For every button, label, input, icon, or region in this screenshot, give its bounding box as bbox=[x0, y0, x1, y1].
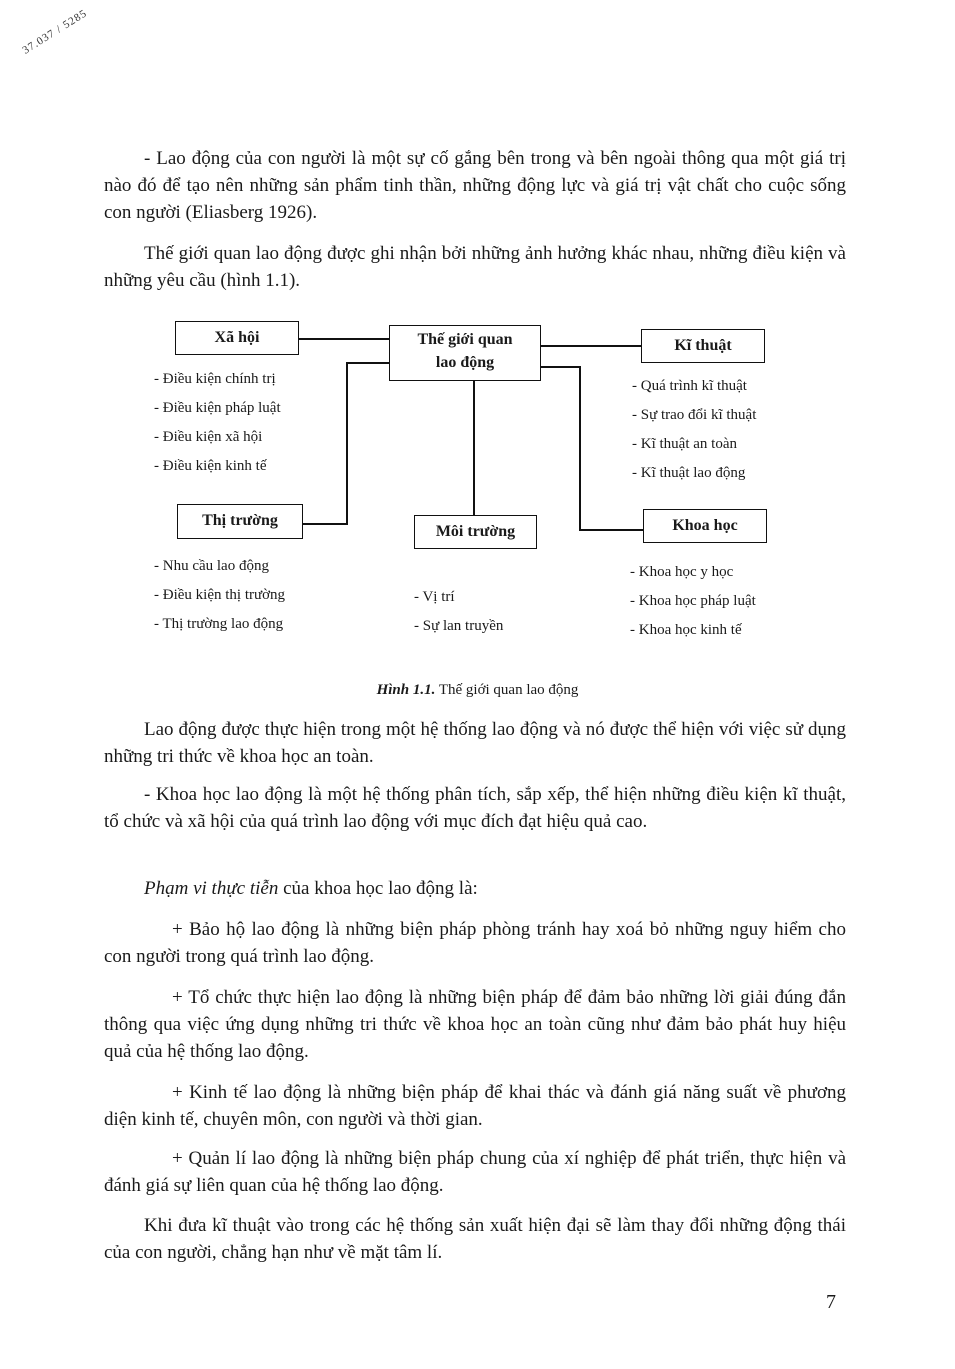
ki-thuat-box: Kĩ thuật bbox=[641, 329, 765, 363]
center-box-line1: Thế giới quan bbox=[417, 331, 513, 348]
caption-text: Thế giới quan lao động bbox=[435, 682, 579, 698]
list-item: - Sự trao đổi kĩ thuật bbox=[632, 407, 757, 423]
list-item: - Quá trình kĩ thuật bbox=[632, 378, 747, 394]
moi-truong-list bbox=[414, 587, 503, 645]
list-item: - Thị trường lao động bbox=[154, 616, 284, 632]
caption-label: Hình 1.1. bbox=[376, 682, 436, 698]
khoa-hoc-list bbox=[630, 562, 756, 649]
connector bbox=[579, 529, 643, 531]
center-box-line2: lao động bbox=[435, 354, 495, 371]
figure-caption bbox=[0, 682, 955, 699]
paragraph-9: + Quản lí lao động là những biện pháp chung của xí nghiệp để phát triển, thực hiện và đánh giá sự liên quan của hệ thống lao động. bbox=[104, 1148, 846, 1196]
list-item: - Kĩ thuật lao động bbox=[632, 465, 746, 481]
list-item: - Kĩ thuật an toàn bbox=[632, 436, 737, 452]
list-item: - Điều kiện xã hội bbox=[154, 429, 263, 445]
scope-heading-rest: của khoa học lao động là: bbox=[278, 878, 478, 899]
moi-truong-box: Môi trường bbox=[414, 515, 537, 549]
list-item: - Điều kiện chính trị bbox=[154, 371, 276, 387]
paragraph-5 bbox=[104, 875, 846, 902]
list-item: - Vị trí bbox=[414, 589, 455, 605]
list-item: - Khoa học pháp luật bbox=[630, 593, 756, 609]
xa-hoi-box: Xã hội bbox=[175, 321, 299, 355]
list-item: - Khoa học kinh tế bbox=[630, 622, 742, 638]
list-item: - Nhu cầu lao động bbox=[154, 558, 269, 574]
ki-thuat-list bbox=[632, 376, 756, 492]
connector bbox=[540, 366, 580, 368]
list-item: - Điều kiện thị trường bbox=[154, 587, 286, 603]
scope-heading: Phạm vi thực tiễn bbox=[144, 878, 279, 899]
center-box bbox=[389, 325, 541, 381]
list-item: - Sự lan truyền bbox=[414, 618, 504, 634]
connector bbox=[346, 362, 390, 364]
paragraph-7: + Tổ chức thực hiện lao động là những biện pháp để đảm bảo những lời giải đúng đắn thông qua việc ứng dụng những tri thức về khoa học an toàn cũng như đảm bảo phát huy hiệu quả của hệ thống lao động. bbox=[104, 987, 846, 1062]
list-item: - Khoa học y học bbox=[630, 564, 734, 580]
connector bbox=[298, 338, 390, 340]
paragraph-2: Thế giới quan lao động được ghi nhận bởi những ảnh hưởng khác nhau, những điều kiện và những yêu cầu (hình 1.1). bbox=[104, 243, 846, 291]
connector bbox=[473, 380, 475, 516]
thi-truong-box: Thị trường bbox=[177, 504, 303, 539]
xa-hoi-list bbox=[154, 369, 281, 485]
paragraph-3: Lao động được thực hiện trong một hệ thống lao động và nó được thể hiện với việc sử dụng những tri thức về khoa học an toàn. bbox=[104, 719, 846, 767]
connector bbox=[346, 362, 348, 524]
connector bbox=[540, 345, 641, 347]
paragraph-8: + Kinh tế lao động là những biện pháp để khai thác và đánh giá năng suất về phương diện kinh tế, chuyên môn, con người và thời gian. bbox=[104, 1082, 846, 1130]
list-item: - Điều kiện pháp luật bbox=[154, 400, 281, 416]
list-item: - Điều kiện kinh tế bbox=[154, 458, 267, 474]
corner-stamp: 37.037 / 5285 bbox=[20, 7, 90, 57]
paragraph-4: - Khoa học lao động là một hệ thống phân tích, sắp xếp, thể hiện những điều kiện kĩ thuật, tổ chức và xã hội của quá trình lao động với mục đích đạt hiệu quả cao. bbox=[104, 784, 846, 832]
thi-truong-list bbox=[154, 556, 285, 643]
connector bbox=[302, 523, 348, 525]
khoa-hoc-box: Khoa học bbox=[643, 509, 767, 543]
page-number: 7 bbox=[826, 1291, 836, 1313]
paragraph-1: - Lao động của con người là một sự cố gắng bên trong và bên ngoài thông qua một giá trị nào đó để tạo nên những sản phẩm tinh thần, những động lực và giá trị vật chất cho cuộc sống con người (Eliasberg 1926). bbox=[104, 148, 846, 223]
connector bbox=[579, 366, 581, 530]
paragraph-6: + Bảo hộ lao động là những biện pháp phòng tránh hay xoá bỏ những nguy hiểm cho con người trong quá trình lao động. bbox=[104, 919, 846, 967]
paragraph-10: Khi đưa kĩ thuật vào trong các hệ thống sản xuất hiện đại sẽ làm thay đổi những động thái của con người, chẳng hạn như về mặt tâm lí. bbox=[104, 1215, 846, 1263]
